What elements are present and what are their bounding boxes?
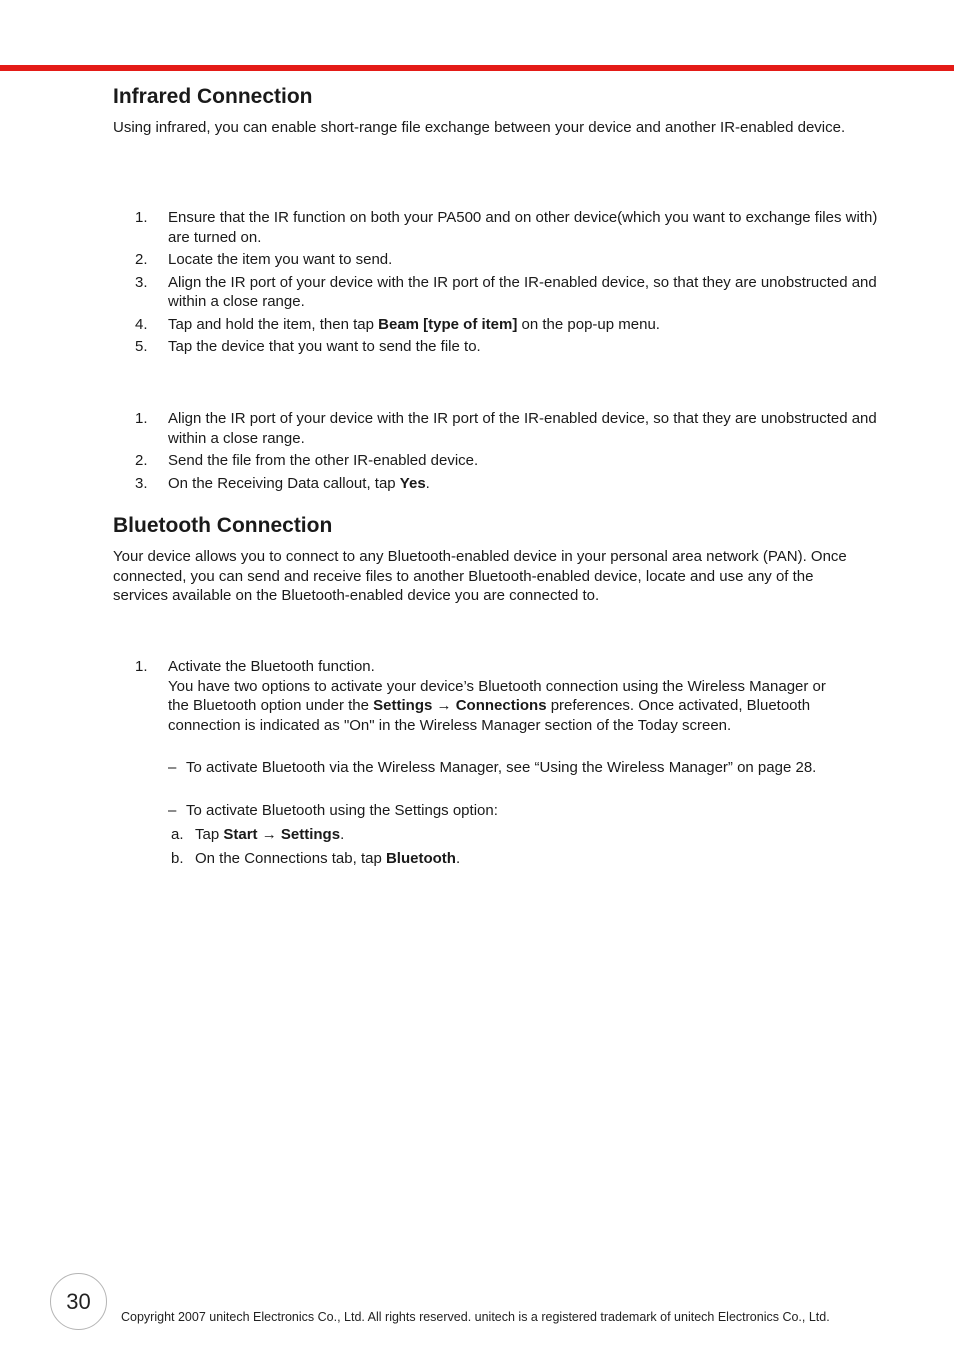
page-number: 30: [50, 1273, 107, 1330]
infrared-intro: Using infrared, you can enable short-range file exchange between your device and another IR-enabled device.: [113, 119, 846, 136]
bluetooth-substep-a: a. Tap Start → Settings.: [171, 826, 345, 843]
bluetooth-step-1-description: You have two options to activate your device’s Bluetooth connection using the Wireless Manager or the Bluetooth option under the Settings → Connections preferences. Once activated, Bluetooth connection is indicated as "On" in the Wireless Manager section of the Today screen.: [168, 677, 826, 734]
list-item: 2. Locate the item you want to send.: [135, 251, 393, 268]
list-item: 4. Tap and hold the item, then tap Beam [type of item] on the pop-up menu.: [135, 315, 660, 333]
bluetooth-intro: Your device allows you to connect to any Bluetooth-enabled device in your personal area network (PAN). Once connected, you can send and receive files to another Bluetooth-enabled device, locate and use any of the services available on the Bluetooth-enabled device you are connected to.: [113, 548, 847, 604]
list-item: 1. Activate the Bluetooth function. You have two options to activate your device’s Bluetooth connection using the Wireless Manager or the Bluetooth option under the Settings → Connections preferences. Once activated, Bluetooth connection is indicated as "On" in the Wireless Manager section of the Today screen.: [135, 657, 835, 735]
bluetooth-heading: Bluetooth Connection: [113, 514, 333, 537]
bluetooth-option-wireless-manager: – To activate Bluetooth via the Wireless Manager, see “Using the Wireless Manager” on page 28.: [168, 759, 817, 776]
copyright-footer: Copyright 2007 unitech Electronics Co., Ltd. All rights reserved. unitech is a registered trademark of unitech Electronics Co., Ltd.: [121, 1310, 830, 1324]
list-item: 1. Ensure that the IR function on both your PA500 and on other device(which you want to exchange files with) are turned on.: [135, 209, 878, 246]
list-item: 3. Align the IR port of your device with the IR port of the IR-enabled device, so that they are unobstructed and within a close range.: [135, 273, 877, 310]
header-accent-bar: [0, 65, 954, 71]
list-item: 2. Send the file from the other IR-enabled device.: [135, 452, 479, 469]
list-item: 1. Align the IR port of your device with the IR port of the IR-enabled device, so that they are unobstructed and within a close range.: [135, 410, 877, 447]
bluetooth-step-1: [135, 657, 835, 738]
infrared-heading: Infrared Connection: [113, 85, 313, 108]
bluetooth-substep-b: b. On the Connections tab, tap Bluetooth.: [171, 850, 461, 867]
bluetooth-option-settings: – To activate Bluetooth using the Settings option:: [168, 802, 498, 819]
infrared-send-steps: [135, 208, 895, 360]
list-item: 5. Tap the device that you want to send the file to.: [135, 338, 481, 355]
list-item: 3. On the Receiving Data callout, tap Yes.: [135, 474, 430, 492]
infrared-receive-steps: [135, 409, 895, 496]
